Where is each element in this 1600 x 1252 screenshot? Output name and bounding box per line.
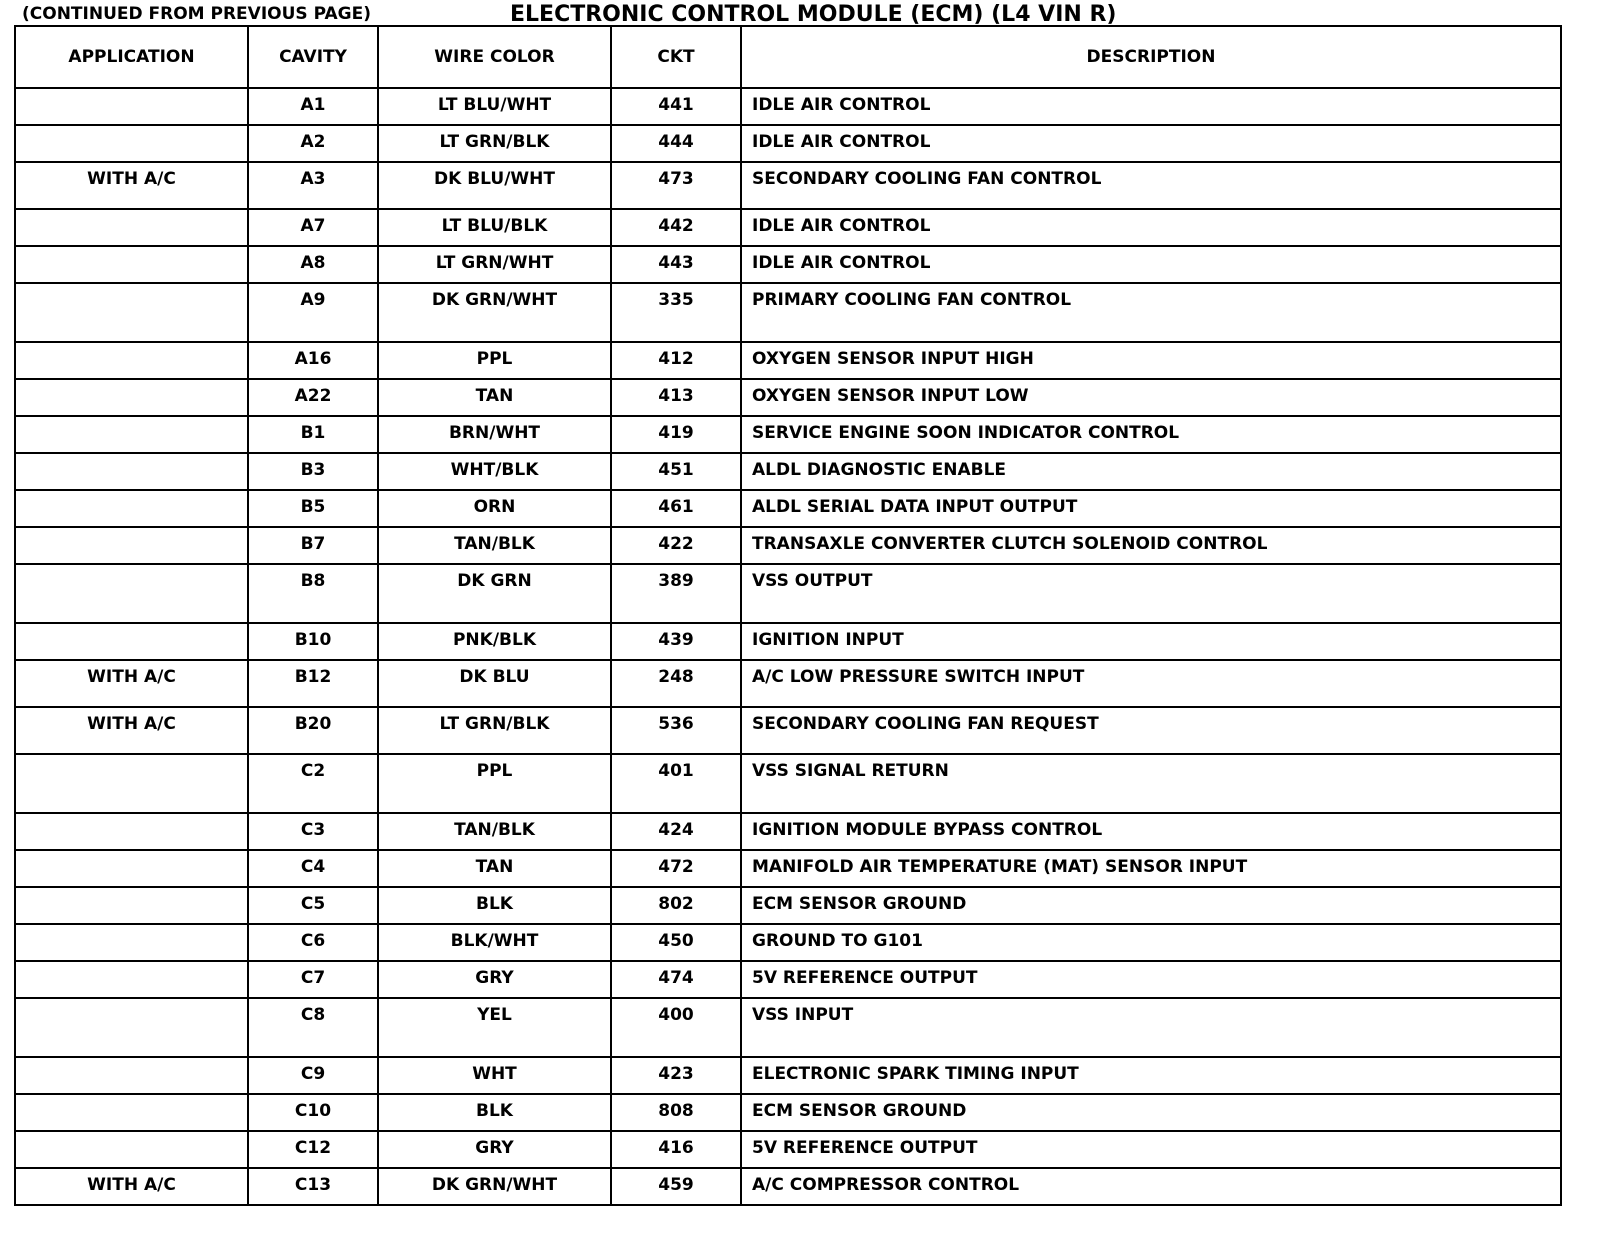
wire-color-cell: WHT/BLK — [378, 453, 611, 490]
description-cell: 5V REFERENCE OUTPUT — [741, 961, 1561, 998]
application-cell — [15, 850, 248, 887]
cavity-cell: A16 — [248, 342, 378, 379]
application-cell: WITH A/C — [15, 707, 248, 754]
wire-color-cell: LT BLU/BLK — [378, 209, 611, 246]
cavity-cell: B7 — [248, 527, 378, 564]
ckt-cell: 443 — [611, 246, 741, 283]
cavity-cell: B1 — [248, 416, 378, 453]
table-row — [15, 490, 1561, 527]
cavity-cell: B10 — [248, 623, 378, 660]
cavity-cell: C8 — [248, 998, 378, 1057]
wire-color-cell: LT GRN/BLK — [378, 707, 611, 754]
description-cell: ALDL SERIAL DATA INPUT OUTPUT — [741, 490, 1561, 527]
cavity-cell: A8 — [248, 246, 378, 283]
table-body — [15, 88, 1561, 1205]
ckt-cell: 808 — [611, 1094, 741, 1131]
wire-color-cell: WHT — [378, 1057, 611, 1094]
application-cell — [15, 209, 248, 246]
wire-color-cell: ORN — [378, 490, 611, 527]
description-cell: ELECTRONIC SPARK TIMING INPUT — [741, 1057, 1561, 1094]
description-cell: TRANSAXLE CONVERTER CLUTCH SOLENOID CONTROL — [741, 527, 1561, 564]
wire-color-cell: TAN — [378, 850, 611, 887]
cavity-cell: B3 — [248, 453, 378, 490]
ckt-cell: 450 — [611, 924, 741, 961]
ckt-cell: 474 — [611, 961, 741, 998]
description-cell: IDLE AIR CONTROL — [741, 246, 1561, 283]
description-cell: ECM SENSOR GROUND — [741, 887, 1561, 924]
table-header-row — [15, 26, 1561, 88]
ckt-cell: 461 — [611, 490, 741, 527]
table-row — [15, 961, 1561, 998]
column-header-wire-color: WIRE COLOR — [378, 26, 611, 88]
application-cell — [15, 453, 248, 490]
wire-color-cell: PPL — [378, 754, 611, 813]
page-title: ELECTRONIC CONTROL MODULE (ECM) (L4 VIN R) — [510, 2, 1117, 27]
application-cell — [15, 342, 248, 379]
continued-note: (CONTINUED FROM PREVIOUS PAGE) — [22, 4, 371, 24]
application-cell — [15, 527, 248, 564]
wire-color-cell: DK GRN/WHT — [378, 1168, 611, 1205]
table-row — [15, 283, 1561, 342]
table-row — [15, 246, 1561, 283]
cavity-cell: C12 — [248, 1131, 378, 1168]
table-row — [15, 813, 1561, 850]
application-cell — [15, 924, 248, 961]
cavity-cell: C4 — [248, 850, 378, 887]
wire-color-cell: LT GRN/BLK — [378, 125, 611, 162]
application-cell: WITH A/C — [15, 162, 248, 209]
table-row — [15, 527, 1561, 564]
wire-color-cell: BRN/WHT — [378, 416, 611, 453]
table-row — [15, 887, 1561, 924]
description-cell: GROUND TO G101 — [741, 924, 1561, 961]
cavity-cell: C9 — [248, 1057, 378, 1094]
cavity-cell: B12 — [248, 660, 378, 707]
column-header-description: DESCRIPTION — [741, 26, 1561, 88]
wire-color-cell: GRY — [378, 1131, 611, 1168]
cavity-cell: A3 — [248, 162, 378, 209]
application-cell — [15, 961, 248, 998]
table-row — [15, 88, 1561, 125]
application-cell — [15, 379, 248, 416]
wire-color-cell: PPL — [378, 342, 611, 379]
application-cell: WITH A/C — [15, 660, 248, 707]
application-cell — [15, 88, 248, 125]
column-header-cavity: CAVITY — [248, 26, 378, 88]
ckt-cell: 248 — [611, 660, 741, 707]
application-cell — [15, 416, 248, 453]
description-cell: A/C LOW PRESSURE SWITCH INPUT — [741, 660, 1561, 707]
wire-color-cell: LT GRN/WHT — [378, 246, 611, 283]
wire-color-cell: GRY — [378, 961, 611, 998]
application-cell — [15, 1131, 248, 1168]
application-cell — [15, 754, 248, 813]
ckt-cell: 422 — [611, 527, 741, 564]
application-cell — [15, 1057, 248, 1094]
description-cell: IDLE AIR CONTROL — [741, 88, 1561, 125]
wire-color-cell: TAN/BLK — [378, 527, 611, 564]
ckt-cell: 472 — [611, 850, 741, 887]
description-cell: ECM SENSOR GROUND — [741, 1094, 1561, 1131]
cavity-cell: B5 — [248, 490, 378, 527]
table-row — [15, 1168, 1561, 1205]
description-cell: 5V REFERENCE OUTPUT — [741, 1131, 1561, 1168]
description-cell: IDLE AIR CONTROL — [741, 209, 1561, 246]
ckt-cell: 439 — [611, 623, 741, 660]
application-cell — [15, 887, 248, 924]
ckt-cell: 424 — [611, 813, 741, 850]
ecm-connector-table — [14, 25, 1562, 1206]
ckt-cell: 802 — [611, 887, 741, 924]
ckt-cell: 413 — [611, 379, 741, 416]
ckt-cell: 536 — [611, 707, 741, 754]
application-cell — [15, 283, 248, 342]
cavity-cell: C2 — [248, 754, 378, 813]
ckt-cell: 389 — [611, 564, 741, 623]
description-cell: ALDL DIAGNOSTIC ENABLE — [741, 453, 1561, 490]
ckt-cell: 451 — [611, 453, 741, 490]
description-cell: A/C COMPRESSOR CONTROL — [741, 1168, 1561, 1205]
wire-color-cell: TAN/BLK — [378, 813, 611, 850]
wire-color-cell: YEL — [378, 998, 611, 1057]
cavity-cell: B8 — [248, 564, 378, 623]
application-cell — [15, 1094, 248, 1131]
application-cell — [15, 813, 248, 850]
table-row — [15, 564, 1561, 623]
description-cell: IGNITION INPUT — [741, 623, 1561, 660]
ckt-cell: 441 — [611, 88, 741, 125]
description-cell: SECONDARY COOLING FAN REQUEST — [741, 707, 1561, 754]
cavity-cell: C6 — [248, 924, 378, 961]
wire-color-cell: DK GRN — [378, 564, 611, 623]
table-row — [15, 1131, 1561, 1168]
table-row — [15, 998, 1561, 1057]
table-row — [15, 209, 1561, 246]
description-cell: PRIMARY COOLING FAN CONTROL — [741, 283, 1561, 342]
table-row — [15, 1094, 1561, 1131]
wire-color-cell: BLK — [378, 1094, 611, 1131]
cavity-cell: A2 — [248, 125, 378, 162]
wire-color-cell: DK BLU — [378, 660, 611, 707]
ckt-cell: 401 — [611, 754, 741, 813]
table-row — [15, 1057, 1561, 1094]
description-cell: MANIFOLD AIR TEMPERATURE (MAT) SENSOR INPUT — [741, 850, 1561, 887]
cavity-cell: A7 — [248, 209, 378, 246]
cavity-cell: A1 — [248, 88, 378, 125]
application-cell — [15, 564, 248, 623]
table-row — [15, 379, 1561, 416]
cavity-cell: C13 — [248, 1168, 378, 1205]
ckt-cell: 419 — [611, 416, 741, 453]
ckt-cell: 335 — [611, 283, 741, 342]
cavity-cell: B20 — [248, 707, 378, 754]
cavity-cell: A9 — [248, 283, 378, 342]
table-row — [15, 754, 1561, 813]
wire-color-cell: DK GRN/WHT — [378, 283, 611, 342]
application-cell: WITH A/C — [15, 1168, 248, 1205]
description-cell: OXYGEN SENSOR INPUT HIGH — [741, 342, 1561, 379]
table-row — [15, 416, 1561, 453]
ckt-cell: 416 — [611, 1131, 741, 1168]
description-cell: VSS OUTPUT — [741, 564, 1561, 623]
description-cell: IDLE AIR CONTROL — [741, 125, 1561, 162]
application-cell — [15, 125, 248, 162]
table-row — [15, 924, 1561, 961]
ckt-cell: 459 — [611, 1168, 741, 1205]
ckt-cell: 442 — [611, 209, 741, 246]
wire-color-cell: DK BLU/WHT — [378, 162, 611, 209]
table-row — [15, 162, 1561, 209]
table-row — [15, 125, 1561, 162]
column-header-ckt: CKT — [611, 26, 741, 88]
cavity-cell: C7 — [248, 961, 378, 998]
application-cell — [15, 490, 248, 527]
ckt-cell: 412 — [611, 342, 741, 379]
description-cell: OXYGEN SENSOR INPUT LOW — [741, 379, 1561, 416]
wire-color-cell: BLK — [378, 887, 611, 924]
wire-color-cell: LT BLU/WHT — [378, 88, 611, 125]
application-cell — [15, 623, 248, 660]
wire-color-cell: PNK/BLK — [378, 623, 611, 660]
description-cell: VSS INPUT — [741, 998, 1561, 1057]
description-cell: SECONDARY COOLING FAN CONTROL — [741, 162, 1561, 209]
table-row — [15, 660, 1561, 707]
table-row — [15, 342, 1561, 379]
application-cell — [15, 998, 248, 1057]
cavity-cell: A22 — [248, 379, 378, 416]
cavity-cell: C5 — [248, 887, 378, 924]
ckt-cell: 400 — [611, 998, 741, 1057]
wire-color-cell: BLK/WHT — [378, 924, 611, 961]
table-row — [15, 623, 1561, 660]
ckt-cell: 473 — [611, 162, 741, 209]
cavity-cell: C3 — [248, 813, 378, 850]
table-row — [15, 453, 1561, 490]
cavity-cell: C10 — [248, 1094, 378, 1131]
ckt-cell: 444 — [611, 125, 741, 162]
description-cell: VSS SIGNAL RETURN — [741, 754, 1561, 813]
table-row — [15, 707, 1561, 754]
column-header-application: APPLICATION — [15, 26, 248, 88]
application-cell — [15, 246, 248, 283]
description-cell: IGNITION MODULE BYPASS CONTROL — [741, 813, 1561, 850]
description-cell: SERVICE ENGINE SOON INDICATOR CONTROL — [741, 416, 1561, 453]
table-row — [15, 850, 1561, 887]
ckt-cell: 423 — [611, 1057, 741, 1094]
wire-color-cell: TAN — [378, 379, 611, 416]
